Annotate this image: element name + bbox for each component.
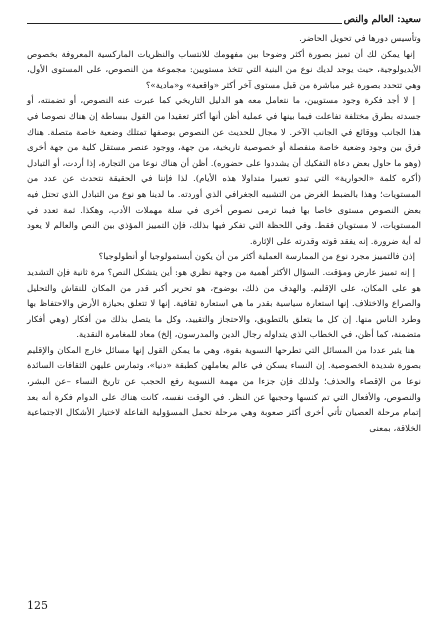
page-number: 125 — [27, 599, 48, 612]
running-title: سعيد: العالم والنص — [343, 14, 421, 25]
paragraph-answer-1: إ لا أجد فكرة وجود مستويين، ما نتعامل معه هو الدليل التاريخي كما عبرت عنه النصوص، أو تضمنته، أو جسدته بطرق مختلفة تفاعلت فيما بينها في عملية أظن أنها أكثر تعقيدا من القول ببساطة إن هناك نصوصا في هذا الجانب ووقائع في الجانب الآخر. لا مجال للحديث عن النصوص بوصفها تمتلك وضعية خاصة متصلة. هناك فرق بين وجود وضعية خاصة منفصلة أو خصوصية تاريخية، من جهة، ووجود عنصر مستقل كلية من جهة أخرى (وهو ما حاول بعض دعاة التفكيك أن يشددوا على حضوره). أظن أن هناك نوعا من التجارة، إذا أردت، أو التبادل (أكره كلمة «الحوارية» التي تبدو تعبيرا متداولا هذه الأيام). لذا فإننا في الحقيقة نتحدث عن عدد من المستويات؛ وهذا بالضبط الغرض من التشبيه الجغرافي الذي أوردته. ما لدينا هو نوع من التبادل الذي تحتل فيه بعض النصوص مستوى خاصا بها فيما ترمى نصوص أخرى في سلة مهملات الأدب، وهكذا. ثمة تعدد في المستويات، لا مستويان فقط. وفي اللحظة التي تفكر فيها بذلك، فإن التمييز المؤذي بين النص والعالم لا يعود له أية ضرورة. إنه يفقد قوته وقدرته على الإثارة. — [27, 96, 421, 247]
book-page — [27, 14, 421, 626]
paragraph-continuation: وتأسيس دورها في تحويل الحاضر. — [299, 34, 421, 44]
header-rule — [27, 23, 347, 24]
paragraph-question-2: إذن فالتمييز مجرد نوع من الممارسة العملية أكثر من أن يكون أبستمولوجيا أو أنطولوجيا؟ — [98, 252, 415, 263]
paragraph-question-3: هنا يثير عددا من المسائل التي تطرحها النسوية بقوة، وهي ما يمكن القول إنها مسائل خارج المكان والإقليم بصورة شديدة الخصوصية. إن النساء يسكن في عالم يعاملهن كطبقة «دنيا»، وتمارس عليهن الثقافات السائدة نوعا من الإقصاء والحذف؛ ولذلك فإن جزءا من مهمة النسوية رفع الحجب عن تاريخ النساء –عن البشر، والنصوص، والأفعال التي تم كنسها وحجبها عن النظر. في الوقت نفسه، كانت هناك على الدوام فكرة أنه بعد إتمام مرحلة العصيان تأتي أخرى أكثر صعوبة وهي مرحلة تحمل المسؤولية الفاعلة لاختيار الأشكال الاجتماعية الخلاقة، بمعنى — [27, 345, 421, 434]
body-text — [27, 32, 421, 437]
paragraph-question-1: إنها يمكن لك أن تميز بصورة أكثر وضوحا بين مفهومك للانتساب والنظريات الماركسية المعروفة بخصوص الأيديولوجية، حيث يوجد لديك نوع من البنية التي تتخذ مستويين: مجموعة من النصوص، على المستوى الأول، وهي تتحدد بصورة غير مباشرة من قبل مستوى آخر أكثر «واقعية» و«مادية»؟ — [27, 49, 421, 91]
running-header — [27, 14, 421, 30]
paragraph-answer-2: إ إنه تمييز عارض ومؤقت. السؤال الأكثر أهمية من وجهة نظري هو: أين يتشكل النص؟ مرة ثانية فإن التشديد هو على المكان، على الإقليم. والهدف من ذلك، بوضوح، هو تحرير أكبر قدر من المكان للنقاش والتحليل والصراع والاختلاف. إنها استعارة سياسية بقدر ما هي استعارة ثقافية. إنها لا تتعلق بحيازة الأرض والاحتفاظ بها وطرد الناس منها. إن كل ما يتعلق بالتطويق، والاحتجاز والتقييد، وكل ما يتصل بذلك من أفكار (وهي أفكار متضمنة، كما أظن، في الخطاب الذي يتداوله رجال الدين والمدرسون، إلخ) معاد للمغامرة النقدية. — [27, 267, 421, 341]
